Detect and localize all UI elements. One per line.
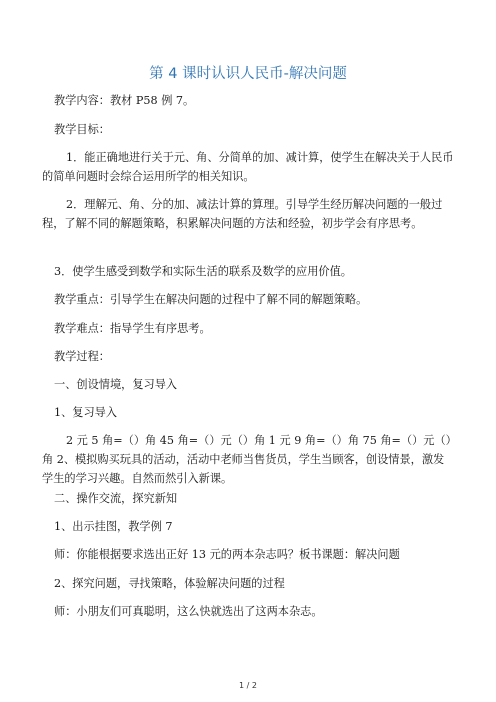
- subsection-explore: 2、探究问题，寻找策略，体验解决问题的过程: [54, 577, 285, 590]
- page-title: 第 4 课时认识人民币-解决问题: [149, 66, 347, 82]
- subsection-example: 1、出示挂图，教学例 7: [54, 520, 173, 533]
- paragraph-goal-1: 1．能正确地进行关于元、角、分简单的加、减计算，使学生在解决关于人民币的简单问题时会综合运用所学的相关知识。: [42, 151, 454, 183]
- paragraph-goal-2: 2．理解元、角、分的加、减法计算的算理。引导学生经历解决问题的一般过程，了解不同的解题策略，积累解决问题的方法和经验，初步学会有序思考。: [42, 198, 443, 230]
- paragraph-difficulty: 教学难点：指导学生有序思考。: [54, 322, 211, 335]
- subsection-review: 1、复习导入: [54, 406, 118, 419]
- paragraph-review-exercise: 2 元 5 角=（）角 45 角=（）元（）角 1 元 9 角=（）角 75 角=（）元（）角 2、模拟购买玩具的活动，活动中老师当售货员，学生当顾客，创设情景，激发学生的学习兴趣。自然而然引入新课。: [42, 434, 452, 485]
- section-heading-1: 一、创设情境，复习导入: [54, 378, 178, 391]
- paragraph-goal-3: 3．使学生感受到数学和实际生活的联系及数学的应用价值。: [54, 265, 352, 278]
- paragraph-teacher-question: 师：你能根据要求选出正好 13 元的两本杂志吗？板书课题：解决问题: [54, 548, 400, 561]
- paragraph-key-point: 教学重点：引导学生在解决问题的过程中了解不同的解题策略。: [54, 293, 368, 306]
- paragraph-teacher-praise: 师：小朋友们可真聪明，这么快就选出了这两本杂志。: [54, 605, 323, 618]
- section-heading-2: 二、操作交流，探究新知: [54, 492, 178, 505]
- paragraph-teaching-content: 教学内容：教材 P58 例 7。: [54, 94, 195, 107]
- paragraph-goals-heading: 教学目标：: [54, 123, 110, 136]
- paragraph-process-heading: 教学过程：: [54, 350, 110, 363]
- page-number: 1 / 2: [239, 681, 257, 690]
